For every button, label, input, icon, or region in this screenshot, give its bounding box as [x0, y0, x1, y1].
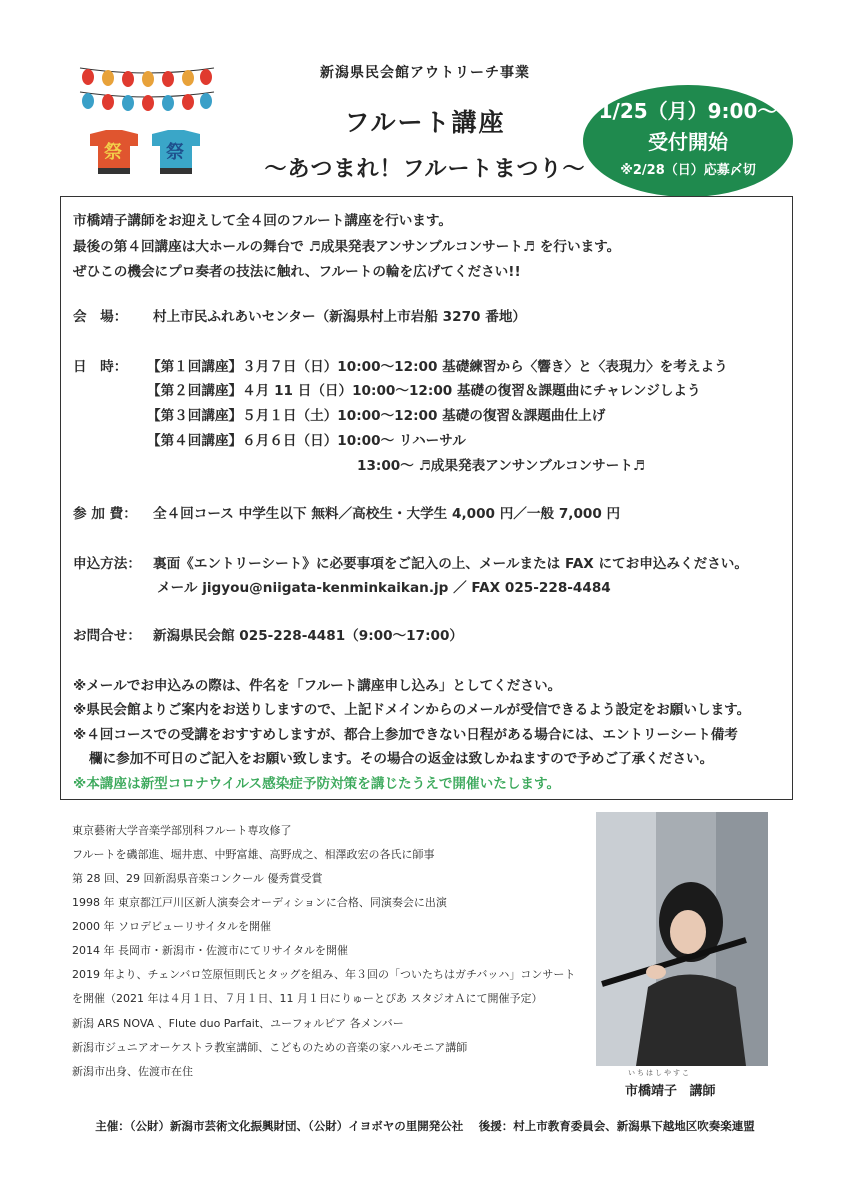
instructor-photo — [596, 812, 768, 1066]
note-line: ※メールでお申込みの際は、件名を「フルート講座申し込み」としてください。 — [73, 678, 562, 694]
intro-line: 市橋靖子講師をお迎えして全４回のフルート講座を行います。 — [73, 213, 452, 229]
schedule-session: 13:00～ ♬成果発表アンサンブルコンサート♬ — [357, 458, 646, 474]
note-line: ※４回コースでの受講をおすすめしますが、都合上参加できない日程がある場合には、エントリーシート備考 — [73, 727, 738, 743]
profile-line: 新潟市出身、佐渡市在住 — [72, 1065, 193, 1078]
badge-label: 受付開始 — [648, 130, 728, 154]
inquiry-value: 新潟県民会館 025-228-4481（9:00～17:00） — [153, 628, 464, 644]
profile-line: フルートを磯部進、堀井恵、中野富雄、高野成之、相澤政宏の各氏に師事 — [72, 848, 435, 861]
fee-label: 参 加 費： — [73, 506, 137, 522]
application-label: 申込方法： — [73, 556, 141, 572]
instructor-title: 講師 — [689, 1084, 716, 1099]
schedule-session: 【第２回講座】４月 11 日（日）10:00～12:00 基礎の復習＆課題曲にチャレンジしよう — [147, 383, 701, 399]
registration-badge — [583, 85, 793, 197]
profile-line: 東京藝術大学音楽学部別科フルート専攻修了 — [72, 824, 292, 837]
application-value: 裏面《エントリーシート》に必要事項をご記入の上、メールまたは FAX にてお申込みください。 — [153, 556, 748, 572]
badge-deadline: ※2/28（日）応募〆切 — [620, 163, 756, 178]
application-contact: メール jigyou@niigata-kenminkaikan.jp ／ FAX 025-228-4484 — [157, 580, 611, 596]
page-subtitle: ～あつまれ！フルートまつり～ — [264, 157, 586, 182]
profile-line: 2000 年 ソロデビューリサイタルを開催 — [72, 920, 271, 933]
footer-sponsors: 主催：（公財）新潟市芸術文化振興財団、（公財）イヨボヤの里開発公社 後援：村上市教育委員会、新潟県下越地区吹奏楽連盟 — [95, 1119, 755, 1133]
covid-note: ※本講座は新型コロナウイルス感染症予防対策を講じたうえで開催いたします。 — [73, 776, 561, 792]
profile-line: 新潟 ARS NOVA 、Flute duo Parfait、ユーフォルピア 各メンバー — [72, 1017, 404, 1030]
happi-text: 祭 — [104, 142, 122, 163]
venue-value: 村上市民ふれあいセンター（新潟県村上市岩船 3270 番地） — [153, 309, 527, 325]
profile-line: 2014 年 長岡市・新潟市・佐渡市にてリサイタルを開催 — [72, 944, 348, 957]
page-title: フルート講座 — [344, 108, 506, 137]
schedule-label: 日 時： — [73, 359, 128, 375]
profile-line: 2019 年より、チェンバロ笠原恒則氏とタッグを組み、年３回の「ついたちはガチバッハ」コンサート — [72, 968, 576, 981]
note-line: ※県民会館よりご案内をお送りしますので、上記ドメインからのメールが受信できるよう設定をお願いします。 — [73, 702, 751, 718]
schedule-session: 【第１回講座】３月７日（日）10:00～12:00 基礎練習から〈響き〉と〈表現力〉を考えよう — [147, 359, 728, 375]
intro-line: ぜひこの機会にプロ奏者の技法に触れ、フルートの輪を広げてください!! — [73, 264, 521, 280]
note-line: 欄に参加不可日のご記入をお願い致します。その場合の返金は致しかねますので予めご了承ください。 — [89, 751, 714, 767]
profile-line: 第 28 回、29 回新潟県音楽コンクール 優秀賞受賞 — [72, 872, 323, 885]
inquiry-label: お問合せ： — [73, 628, 141, 644]
instructor-name: 市橋靖子 — [625, 1084, 678, 1099]
info-box — [60, 196, 793, 800]
schedule-session: 【第４回講座】６月６日（日）10:00～ リハーサル — [147, 433, 466, 449]
intro-line: 最後の第４回講座は大ホールの舞台で ♬成果発表アンサンブルコンサート♬ を行います。 — [73, 239, 621, 255]
profile-line: を開催（2021 年は４月１日、７月１日、11 月１日にりゅーとぴあ スタジオＡにて開催予定） — [72, 992, 543, 1005]
profile-line: 1998 年 東京都江戸川区新人演奏会オーディションに合格、同演奏会に出演 — [72, 896, 447, 909]
profile-line: 新潟市ジュニアオーケストラ教室講師、こどものための音楽の家ハルモニア講師 — [72, 1041, 468, 1054]
flutist-photo-icon — [596, 812, 768, 1066]
instructor-name-ruby: いちはしやすこ — [628, 1069, 691, 1077]
instructor-caption — [625, 1080, 716, 1099]
schedule-session: 【第３回講座】５月１日（土）10:00～12:00 基礎の復習＆課題曲仕上げ — [147, 408, 606, 424]
fee-value: 全４回コース 中学生以下 無料／高校生・大学生 4,000 円／一般 7,000 円 — [153, 506, 621, 522]
happi-text: 祭 — [166, 142, 184, 163]
organizer-line: 新潟県民会館アウトリーチ事業 — [320, 65, 530, 81]
venue-label: 会 場： — [73, 309, 128, 325]
badge-date: 1/25（月）9:00～ — [598, 99, 778, 123]
